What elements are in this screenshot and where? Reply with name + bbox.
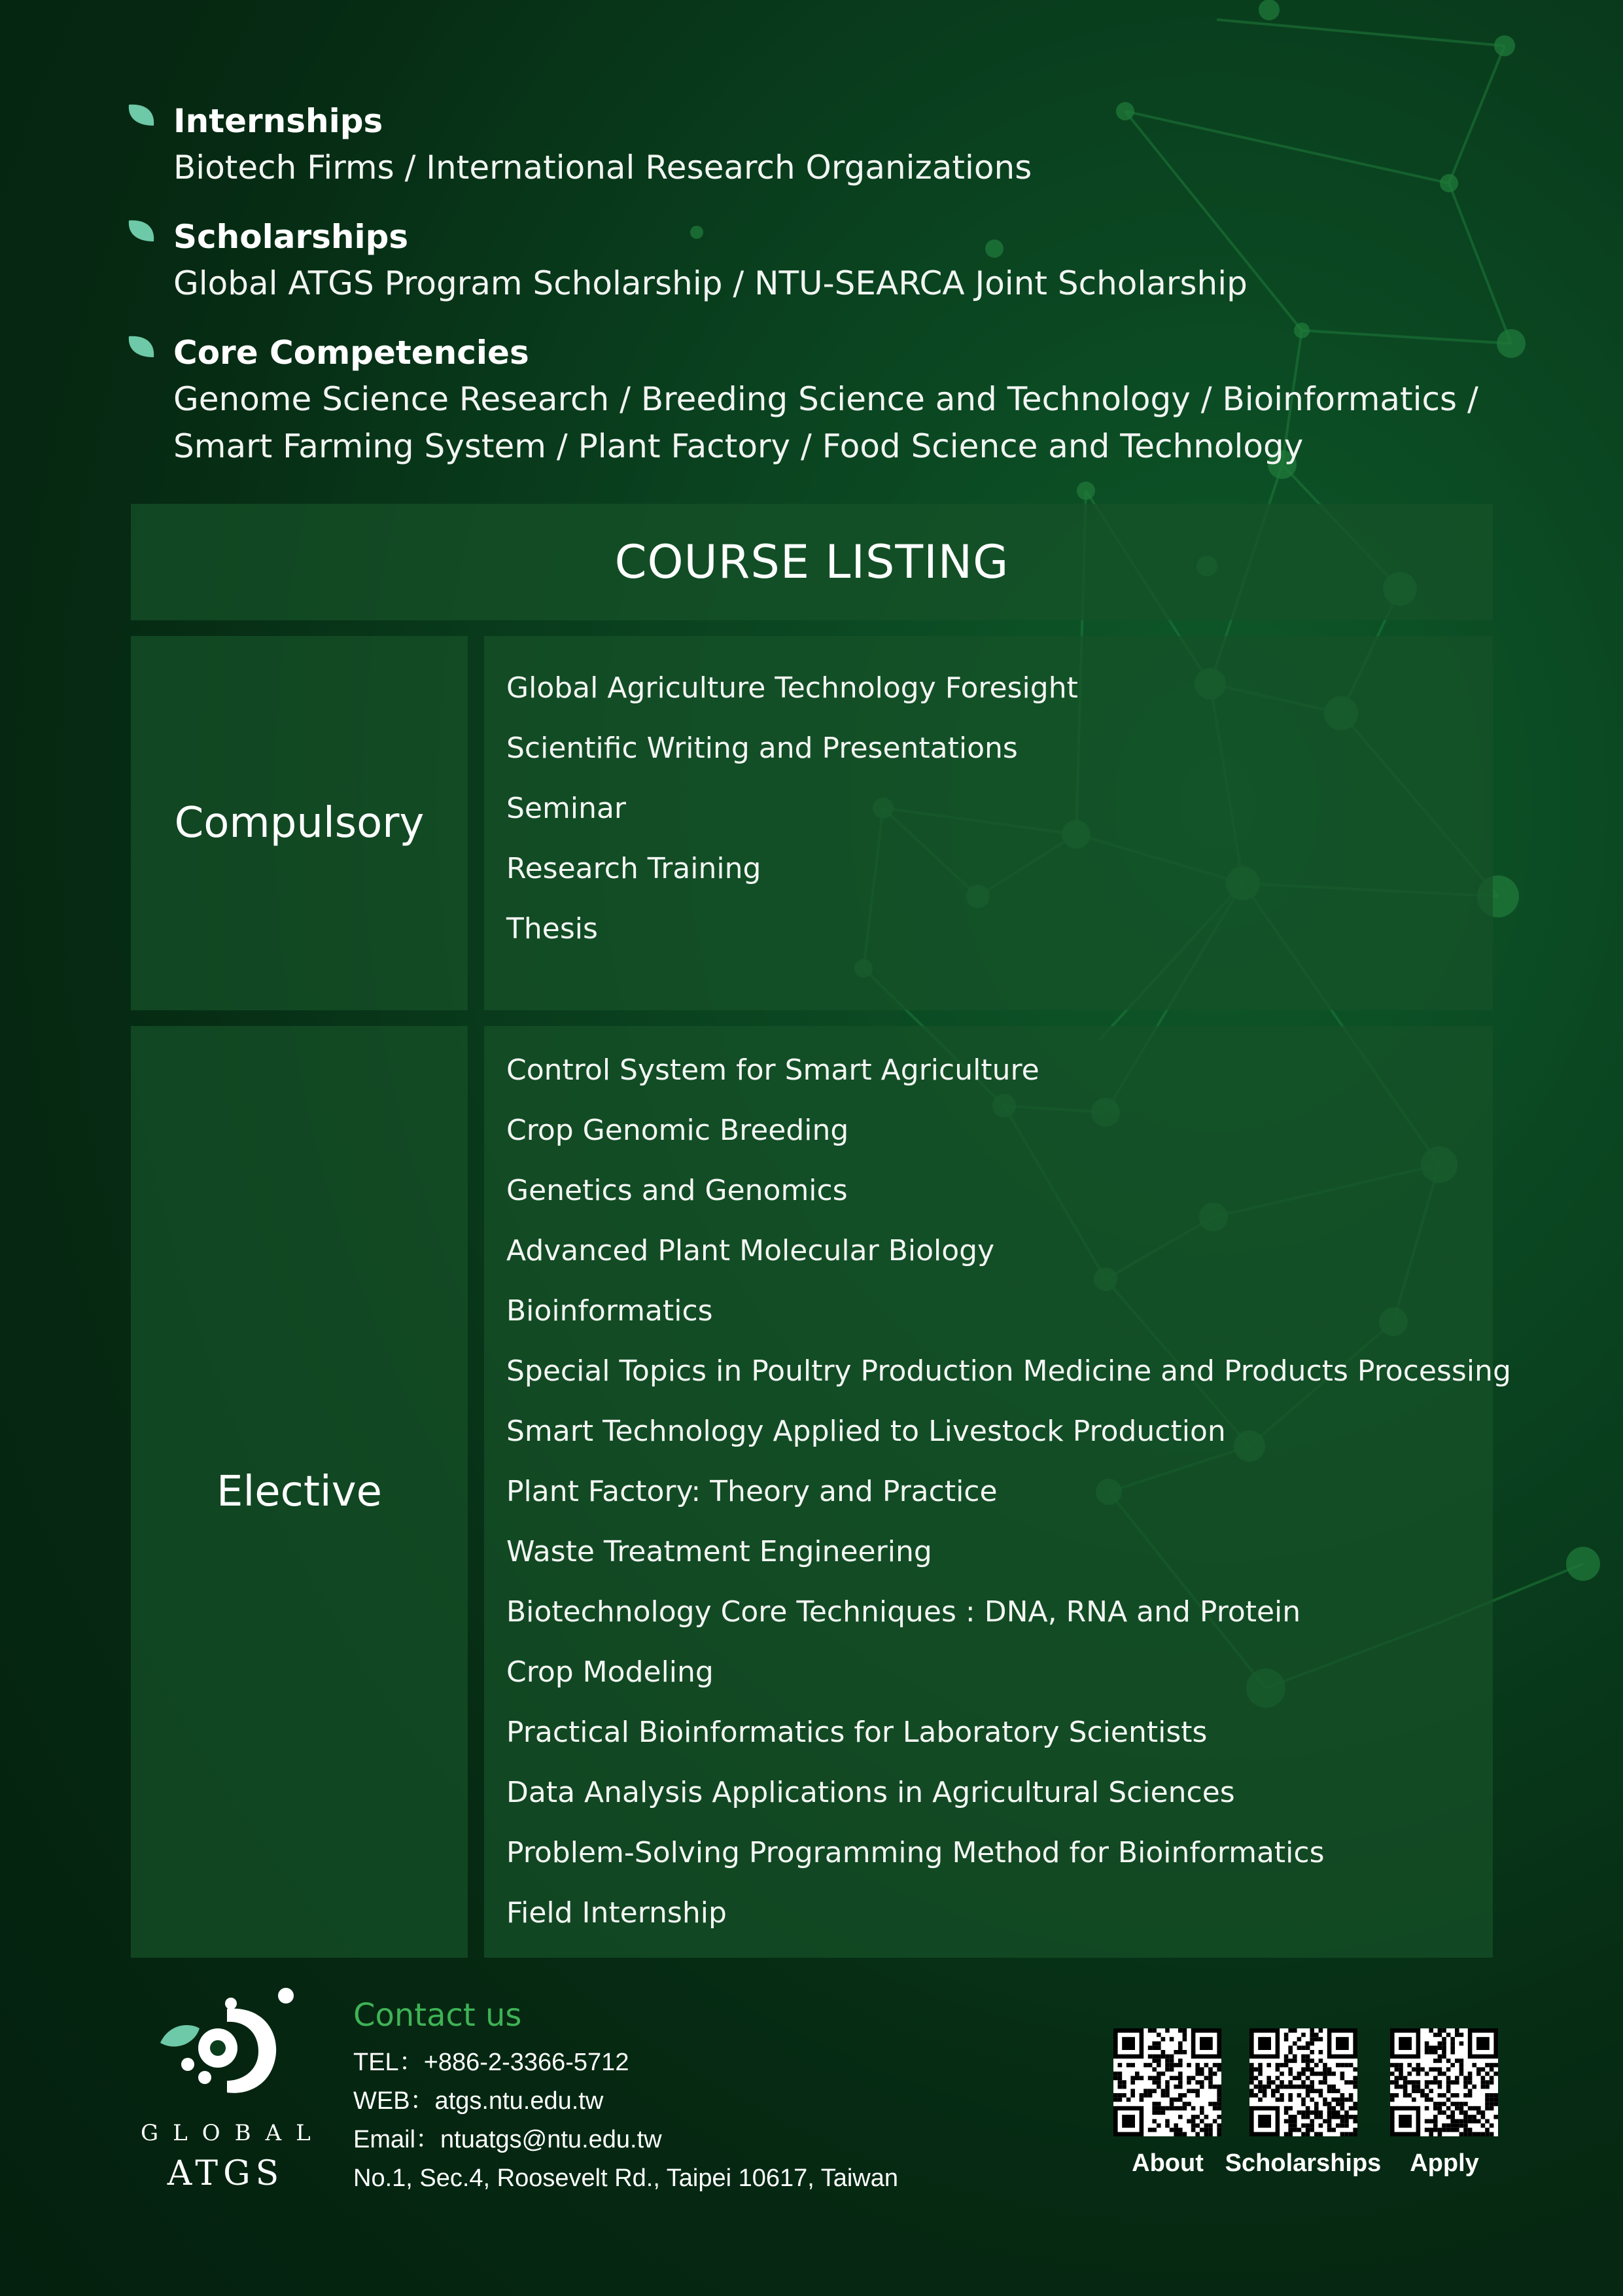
qr-code-apply[interactable] xyxy=(1390,2028,1498,2136)
course-item: Bioinformatics xyxy=(506,1294,713,1328)
course-item: Scientific Writing and Presentations xyxy=(506,732,1018,765)
course-item: Seminar xyxy=(506,792,627,825)
highlight-title: Internships xyxy=(173,102,383,140)
elective-label-cell xyxy=(131,1026,468,1958)
highlight-text: Smart Farming System / Plant Factory / Food Science and Technology xyxy=(173,427,1304,465)
course-item: Thesis xyxy=(506,912,598,945)
course-item: Practical Bioinformatics for Laboratory Scientists xyxy=(506,1716,1208,1749)
contact-address: No.1, Sec.4, Roosevelt Rd., Taipei 10617, Taiwan xyxy=(353,2164,898,2192)
course-item: Data Analysis Applications in Agricultural Sciences xyxy=(506,1776,1235,1809)
highlight-text: Genome Science Research / Breeding Science and Technology / Bioinformatics / xyxy=(173,380,1478,418)
qr-code-scholarships[interactable] xyxy=(1249,2028,1357,2136)
contact-block xyxy=(353,1992,898,2198)
logo-text-global: GLOBAL xyxy=(141,2120,325,2146)
highlight-text: Biotech Firms / International Research Organizations xyxy=(173,149,1032,186)
global-atgs-logo xyxy=(141,1983,325,2193)
logo-text-atgs: ATGS xyxy=(167,2154,285,2193)
course-item: Advanced Plant Molecular Biology xyxy=(506,1234,995,1267)
compulsory-label: Compulsory xyxy=(174,799,425,847)
qr-label-scholarships: Scholarships xyxy=(1225,2149,1382,2177)
course-item: Biotechnology Core Techniques : DNA, RNA and Protein xyxy=(506,1595,1301,1629)
contact-web[interactable]: WEB：atgs.ntu.edu.tw xyxy=(353,2087,604,2115)
highlight-title: Core Competencies xyxy=(173,334,529,372)
course-item: Crop Modeling xyxy=(506,1655,714,1689)
contact-tel: TEL：+886-2-3366-5712 xyxy=(353,2049,629,2076)
leaf-bullet-icon xyxy=(128,219,155,243)
qr-code-pattern-icon xyxy=(1249,2028,1357,2136)
highlight-scholarships xyxy=(128,214,1534,307)
highlight-internships xyxy=(128,98,1534,191)
qr-label-apply: Apply xyxy=(1410,2149,1479,2177)
course-item: Smart Technology Applied to Livestock Production xyxy=(506,1415,1226,1448)
highlight-text: Global ATGS Program Scholarship / NTU-SEARCA Joint Scholarship xyxy=(173,264,1248,302)
leaf-bullet-icon xyxy=(128,103,155,127)
course-item: Problem-Solving Programming Method for Bioinformatics xyxy=(506,1836,1325,1869)
course-item: Control System for Smart Agriculture xyxy=(506,1053,1039,1087)
program-highlights xyxy=(128,98,1534,493)
qr-code-pattern-icon xyxy=(1390,2028,1498,2136)
course-listing-title: COURSE LISTING xyxy=(614,535,1009,589)
leaf-bullet-icon xyxy=(128,335,155,359)
contact-title: Contact us xyxy=(353,1997,522,2034)
qr-code-about[interactable] xyxy=(1113,2028,1221,2136)
contact-email[interactable]: Email：ntuatgs@ntu.edu.tw xyxy=(353,2126,662,2153)
elective-course-list xyxy=(506,1040,1511,1943)
course-item: Plant Factory: Theory and Practice xyxy=(506,1475,998,1508)
compulsory-label-cell xyxy=(131,636,468,1010)
highlight-core-competencies xyxy=(128,330,1534,470)
course-item: Special Topics in Poultry Production Medicine and Products Processing xyxy=(506,1354,1511,1388)
course-item: Waste Treatment Engineering xyxy=(506,1535,932,1568)
course-item: Global Agriculture Technology Foresight xyxy=(506,671,1078,705)
elective-courses-cell xyxy=(484,1026,1511,1958)
compulsory-course-list xyxy=(506,658,1078,959)
course-item: Field Internship xyxy=(506,1896,727,1930)
course-item: Research Training xyxy=(506,852,761,885)
compulsory-courses-cell xyxy=(484,636,1493,1010)
elective-label: Elective xyxy=(217,1468,382,1516)
atgs-logo-mark-icon xyxy=(141,1983,311,2100)
qr-label-about: About xyxy=(1132,2149,1204,2177)
course-listing-header xyxy=(131,504,1493,620)
highlight-title: Scholarships xyxy=(173,218,409,256)
course-item: Crop Genomic Breeding xyxy=(506,1114,849,1147)
qr-code-pattern-icon xyxy=(1113,2028,1221,2136)
course-item: Genetics and Genomics xyxy=(506,1174,848,1207)
